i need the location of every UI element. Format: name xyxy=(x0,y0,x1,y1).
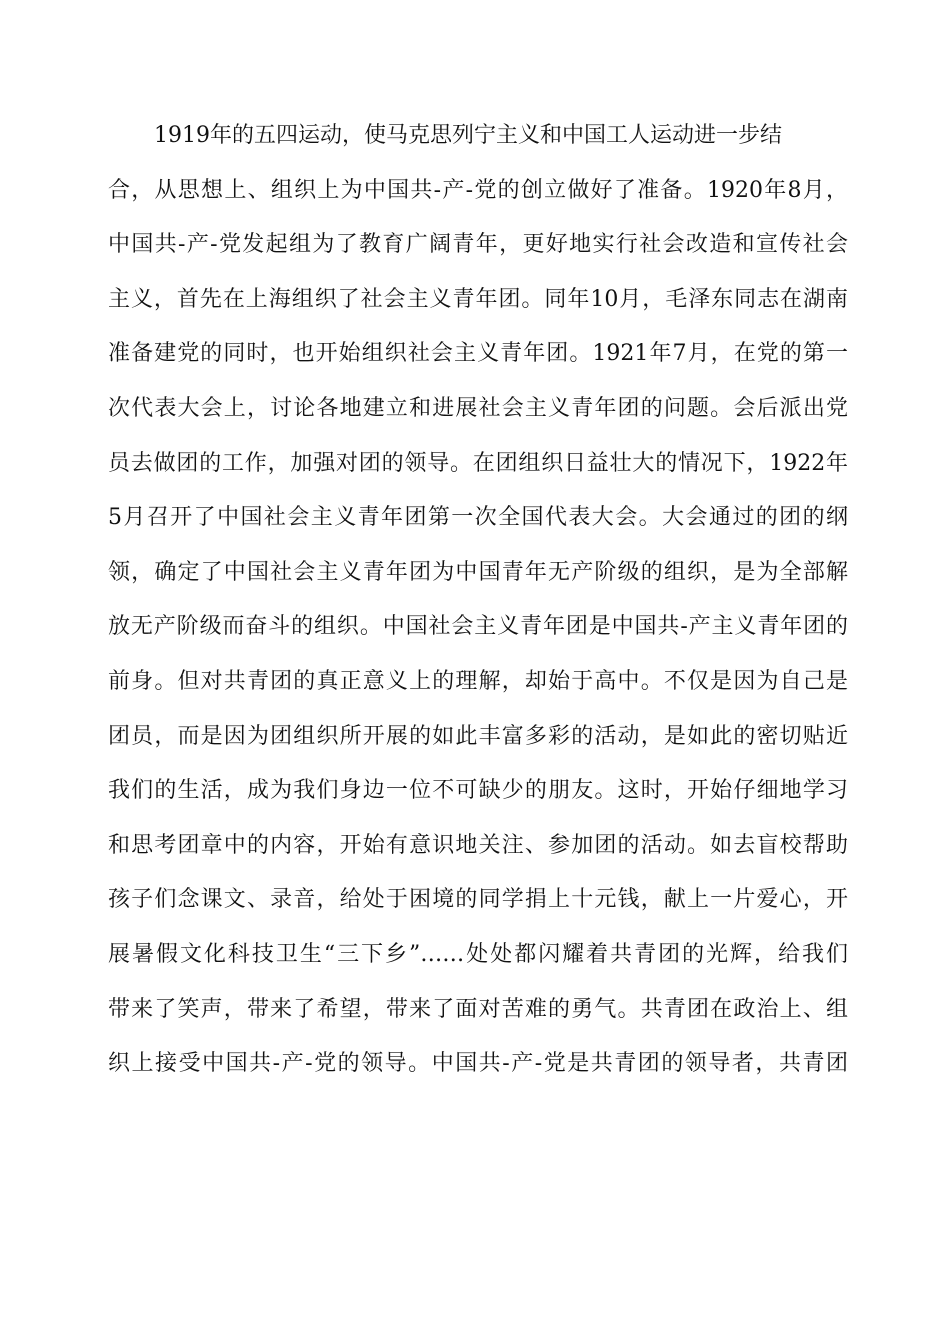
text-line-14: 和思考团章中的内容，开始有意识地关注、参加团的活动。如去盲校帮助 xyxy=(108,832,848,858)
text-line-2: 合，从思想上、组织上为中国共-产-党的创立做好了准备。1920年8月， xyxy=(108,177,848,203)
text-line-16: 展暑假文化科技卫生“三下乡”……处处都闪耀着共青团的光辉，给我们 xyxy=(108,941,848,967)
text-line-10: 放无产阶级而奋斗的组织。中国社会主义青年团是中国共-产主义青年团的 xyxy=(108,614,848,640)
body-paragraph xyxy=(108,112,848,1095)
text-line-5: 准备建党的同时，也开始组织社会主义青年团。1921年7月，在党的第一 xyxy=(108,341,848,367)
text-line-3: 中国共-产-党发起组为了教育广阔青年，更好地实行社会改造和宣传社会 xyxy=(108,232,848,258)
text-line-8: 5月召开了中国社会主义青年团第一次全国代表大会。大会通过的团的纲 xyxy=(108,505,848,531)
text-line-1: 1919年的五四运动，使马克思列宁主义和中国工人运动进一步结 xyxy=(154,123,782,148)
text-line-7: 员去做团的工作，加强对团的领导。在团组织日益壮大的情况下，1922年 xyxy=(108,450,848,476)
text-line-6: 次代表大会上，讨论各地建立和进展社会主义青年团的问题。会后派出党 xyxy=(108,395,848,421)
text-line-9: 领，确定了中国社会主义青年团为中国青年无产阶级的组织，是为全部解 xyxy=(108,559,848,585)
text-line-15: 孩子们念课文、录音，给处于困境的同学捐上十元钱，献上一片爱心，开 xyxy=(108,887,848,913)
text-line-12: 团员，而是因为团组织所开展的如此丰富多彩的活动，是如此的密切贴近 xyxy=(108,723,848,749)
text-line-4: 主义，首先在上海组织了社会主义青年团。同年10月，毛泽东同志在湖南 xyxy=(108,286,848,312)
text-line-17: 带来了笑声，带来了希望，带来了面对苦难的勇气。共青团在政治上、组 xyxy=(108,996,848,1022)
text-line-11: 前身。但对共青团的真正意义上的理解，却始于高中。不仅是因为自己是 xyxy=(108,668,848,694)
text-line-13: 我们的生活，成为我们身边一位不可缺少的朋友。这时，开始仔细地学习 xyxy=(108,778,848,804)
text-line-18: 织上接受中国共-产-党的领导。中国共-产-党是共青团的领导者，共青团 xyxy=(108,1051,848,1077)
